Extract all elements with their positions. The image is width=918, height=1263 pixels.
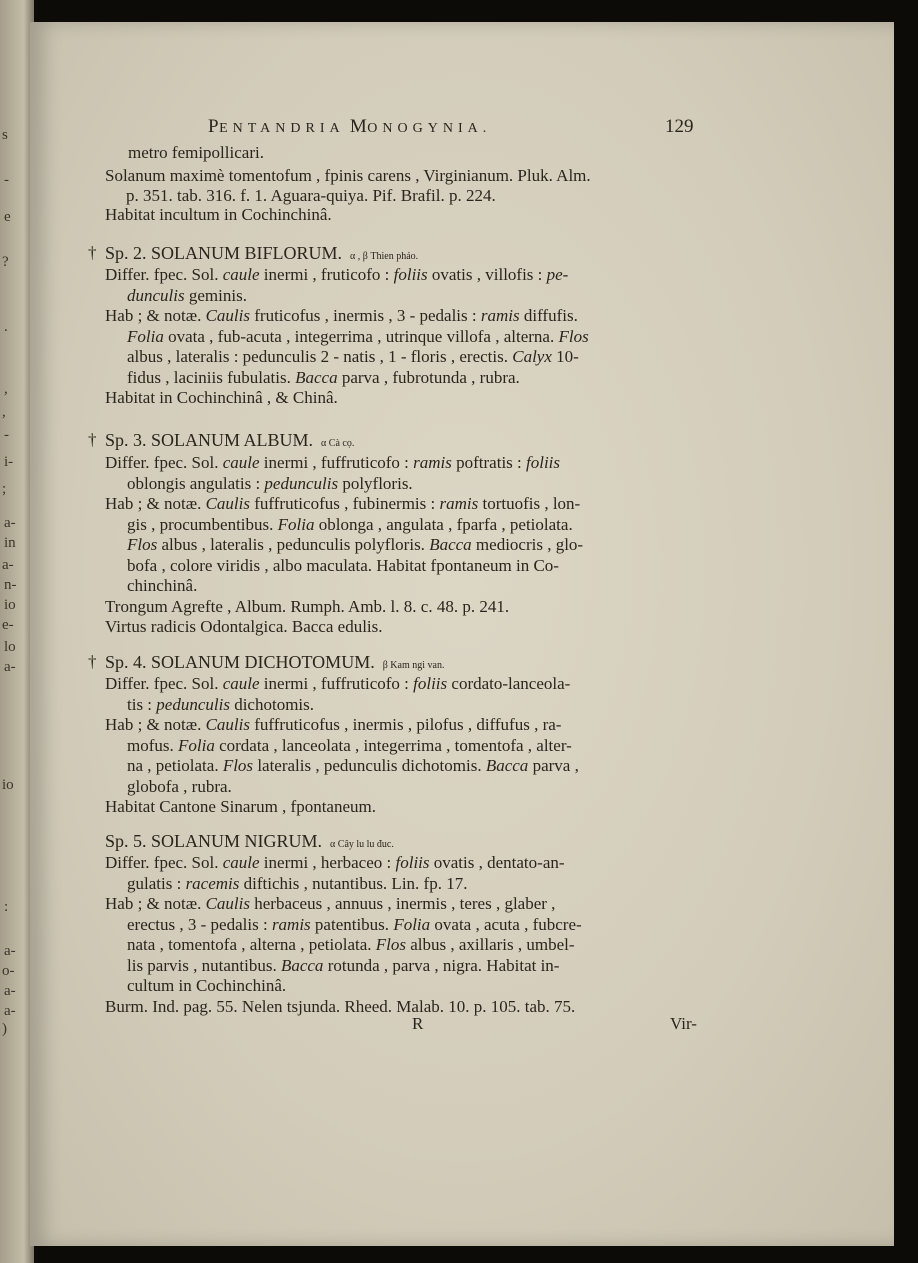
- text-run: mediocris , glo-: [471, 535, 584, 554]
- text-run: gulatis :: [127, 874, 186, 893]
- text-run: Bacca: [280, 956, 324, 975]
- species-text-line: [105, 265, 568, 285]
- species-text-line: [127, 777, 232, 797]
- text-run: Habitat Cantone Sinarum , fpontaneum.: [105, 797, 376, 816]
- text-run: Folia: [393, 915, 431, 934]
- text-run: oblonga , angulata , fparfa , petiolata.: [314, 515, 573, 534]
- text-run: dichotomis.: [229, 695, 315, 714]
- text-run: Hab ; & notæ.: [105, 715, 206, 734]
- text-run: 10-: [551, 347, 579, 366]
- fragment-glyph: a-: [4, 943, 16, 959]
- text-line: metro femipollicari.: [128, 143, 264, 162]
- species-heading: Sp. 4. SOLANUM DICHOTOMUM. β Kam ngi van.: [105, 652, 445, 672]
- dagger-mark: †: [88, 430, 97, 449]
- species-text-line: [127, 515, 573, 535]
- text-run: foliis: [526, 453, 561, 472]
- vernacular-name: α , β Thien pháo.: [350, 251, 419, 262]
- fragment-glyph: ,: [2, 404, 6, 420]
- text-run: cordato-lanceola-: [447, 674, 571, 693]
- vernacular-name: α Cà cọ.: [321, 438, 355, 449]
- text-run: pedunculis: [156, 695, 230, 714]
- fragment-glyph: o-: [2, 963, 15, 979]
- species-text-line: [105, 617, 383, 637]
- fragment-glyph: a-: [4, 1003, 16, 1019]
- species-text-line: [105, 894, 555, 914]
- text-run: Folia: [178, 736, 215, 755]
- text-run: Bacca: [485, 756, 529, 775]
- text-run: chinchinâ.: [127, 576, 198, 595]
- text-line: Habitat incultum in Cochinchinâ.: [105, 205, 332, 224]
- species-text-line: [105, 853, 565, 873]
- species-text-line: [105, 797, 376, 817]
- fragment-glyph: -: [4, 172, 9, 188]
- text-run: gis , procumbentibus.: [127, 515, 278, 534]
- species-text-line: [127, 695, 314, 715]
- text-run: patentibus.: [310, 915, 394, 934]
- text-run: Caulis: [205, 715, 250, 734]
- fragment-glyph: lo: [4, 639, 16, 655]
- text-run: ovatis , dentato-an-: [429, 853, 565, 872]
- running-header: PENTANDRIA MONOGYNIA.: [208, 116, 492, 137]
- text-run: Flos: [375, 935, 406, 954]
- text-run: foliis: [395, 853, 430, 872]
- text-run: Differ. fpec. Sol.: [105, 265, 223, 284]
- page-number: 129: [665, 116, 694, 137]
- fragment-glyph: e: [4, 209, 11, 225]
- species-heading: Sp. 5. SOLANUM NIGRUM. α Cây lu lu đuc.: [105, 831, 394, 851]
- text-run: Folia: [127, 327, 164, 346]
- species-text-line: [127, 576, 197, 596]
- text-run: albus , lateralis , pedunculis polyfloris.: [157, 535, 430, 554]
- dagger-mark: †: [88, 652, 97, 671]
- species-text-line: [127, 976, 286, 996]
- text-run: ramis: [413, 453, 452, 472]
- species-text-line: [105, 388, 338, 408]
- dagger-mark: †: [88, 243, 97, 262]
- text-run: parva ,: [528, 756, 579, 775]
- fragment-glyph: a-: [2, 557, 14, 573]
- species-heading: Sp. 3. SOLANUM ALBUM. α Cà cọ.: [105, 430, 355, 450]
- fragment-glyph: io: [2, 777, 14, 793]
- text-run: caule: [222, 853, 260, 872]
- text-run: nata , tomentofa , alterna , petiolata.: [127, 935, 376, 954]
- text-run: geminis.: [184, 286, 247, 305]
- text-run: Differ. fpec. Sol.: [105, 674, 223, 693]
- text-run: Flos: [127, 535, 158, 554]
- text-run: dunculis: [127, 286, 185, 305]
- text-run: Caulis: [205, 306, 250, 325]
- text-run: lateralis , pedunculis dichotomis.: [253, 756, 486, 775]
- species-text-line: [127, 556, 559, 576]
- text-run: Calyx: [512, 347, 552, 366]
- text-run: fruticofus , inermis , 3 - pedalis :: [250, 306, 481, 325]
- text-run: ovata , fub-acuta , integerrima , utrinque villofa , alterna.: [163, 327, 559, 346]
- text-run: oblongis angulatis :: [127, 474, 265, 493]
- text-run: cultum in Cochinchinâ.: [127, 976, 287, 995]
- text-run: mofus.: [127, 736, 178, 755]
- text-run: inermi , fuffruticofo :: [259, 453, 414, 472]
- fragment-glyph: ;: [2, 481, 7, 497]
- species-text-line: [105, 453, 560, 473]
- text-run: ramis: [271, 915, 311, 934]
- fragment-glyph: in: [4, 535, 16, 551]
- text-run: Burm. Ind. pag. 55. Nelen tsjunda. Rheed. Malab. 10. p. 105. tab. 75.: [105, 997, 576, 1016]
- text-run: caule: [222, 453, 260, 472]
- species-text-line: [127, 736, 572, 756]
- text-run: Habitat in Cochinchinâ , & Chinâ.: [105, 388, 338, 407]
- fragment-glyph: e-: [2, 617, 14, 633]
- text-run: parva , fubrotunda , rubra.: [337, 368, 520, 387]
- text-run: foliis: [413, 674, 448, 693]
- text-run: Hab ; & notæ.: [105, 494, 206, 513]
- fragment-glyph: a-: [4, 515, 16, 531]
- text-run: albus , lateralis : pedunculis 2 - natis , 1 - floris , erectis.: [127, 347, 513, 366]
- fragment-glyph: ?: [2, 254, 9, 270]
- text-run: ramis: [480, 306, 520, 325]
- text-run: Flos: [558, 327, 589, 346]
- text-run: fuffruticofus , inermis , pilofus , diffufus , ra-: [250, 715, 562, 734]
- vernacular-name: β Kam ngi van.: [382, 660, 445, 671]
- fragment-glyph: i-: [4, 454, 14, 470]
- text-run: Bacca: [429, 535, 472, 554]
- text-run: ramis: [439, 494, 479, 513]
- fragment-glyph: :: [4, 899, 9, 915]
- vernacular-name: α Cây lu lu đuc.: [330, 839, 394, 850]
- species-text-line: [127, 874, 467, 894]
- text-run: pe-: [546, 265, 569, 284]
- species-text-line: [127, 915, 582, 935]
- text-run: diftichis , nutantibus. Lin. fp. 17.: [239, 874, 468, 893]
- text-run: tortuofis , lon-: [478, 494, 581, 513]
- species-text-line: [127, 935, 575, 955]
- text-run: caule: [222, 265, 260, 284]
- fragment-glyph: s: [2, 127, 8, 143]
- text-run: rotunda , parva , nigra. Habitat in-: [323, 956, 560, 975]
- text-run: erectus , 3 - pedalis :: [127, 915, 272, 934]
- text-run: cordata , lanceolata , integerrima , tomentofa , alter-: [214, 736, 572, 755]
- fragment-glyph: ): [2, 1021, 7, 1037]
- fragment-glyph: ,: [4, 381, 8, 397]
- text-line: Solanum maximè tomentofum , fpinis carens , Virginianum. Pluk. Alm.: [105, 166, 591, 185]
- fragment-glyph: a-: [4, 983, 16, 999]
- text-run: Bacca: [295, 368, 338, 387]
- species-text-line: [105, 597, 509, 617]
- text-run: na , petiolata.: [127, 756, 223, 775]
- text-run: Virtus radicis Odontalgica. Bacca edulis.: [105, 617, 383, 636]
- text-run: Flos: [222, 756, 254, 775]
- fragment-glyph: .: [4, 319, 8, 335]
- text-run: inermi , fuffruticofo :: [259, 674, 414, 693]
- text-run: ovata , acuta , fubcre-: [430, 915, 582, 934]
- text-run: racemis: [185, 874, 240, 893]
- fragment-glyph: a-: [4, 659, 16, 675]
- text-run: Differ. fpec. Sol.: [105, 453, 223, 472]
- species-text-line: [127, 327, 589, 347]
- fragment-glyph: io: [4, 597, 16, 613]
- species-text-line: [127, 535, 583, 555]
- species-text-line: [127, 286, 247, 306]
- text-run: fuffruticofus , fubinermis :: [250, 494, 440, 513]
- fragment-glyph: -: [4, 427, 9, 443]
- species-text-line: [105, 715, 561, 735]
- text-run: Hab ; & notæ.: [105, 894, 206, 913]
- text-run: pedunculis: [264, 474, 339, 493]
- text-run: diffufis.: [519, 306, 578, 325]
- text-run: inermi , fruticofo :: [259, 265, 394, 284]
- text-run: poftratis :: [451, 453, 527, 472]
- text-run: fidus , laciniis fubulatis.: [127, 368, 296, 387]
- text-run: Caulis: [205, 494, 250, 513]
- text-run: foliis: [393, 265, 428, 284]
- text-run: herbaceus , annuus , inermis , teres , glaber ,: [250, 894, 556, 913]
- text-run: inermi , herbaceo :: [259, 853, 396, 872]
- fragment-glyph: n-: [4, 577, 17, 593]
- text-run: caule: [222, 674, 260, 693]
- text-run: Caulis: [205, 894, 250, 913]
- species-text-line: [127, 956, 559, 976]
- species-text-line: [127, 347, 579, 367]
- species-text-line: [127, 474, 413, 494]
- text-run: globofa , rubra.: [127, 777, 232, 796]
- text-run: Differ. fpec. Sol.: [105, 853, 223, 872]
- catchword: Vir-: [670, 1014, 697, 1033]
- text-run: ovatis , villofis :: [427, 265, 547, 284]
- text-run: tis :: [127, 695, 157, 714]
- species-text-line: [105, 306, 578, 326]
- text-run: bofa , colore viridis , albo maculata. Habitat fpontaneum in Co-: [127, 556, 559, 575]
- text-run: Hab ; & notæ.: [105, 306, 206, 325]
- text-run: lis parvis , nutantibus.: [127, 956, 281, 975]
- text-run: Folia: [277, 515, 315, 534]
- text-line: p. 351. tab. 316. f. 1. Aguara-quiya. Pif. Brafil. p. 224.: [126, 186, 496, 205]
- text-run: albus , axillaris , umbel-: [406, 935, 575, 954]
- text-run: polyfloris.: [338, 474, 413, 493]
- species-text-line: [127, 368, 520, 388]
- species-heading: Sp. 2. SOLANUM BIFLORUM. α , β Thien pháo.: [105, 243, 419, 263]
- species-text-line: [127, 756, 579, 776]
- signature-mark: R: [412, 1014, 424, 1033]
- species-text-line: [105, 674, 570, 694]
- text-run: Trongum Agrefte , Album. Rumph. Amb. l. 8. c. 48. p. 241.: [105, 597, 510, 616]
- species-text-line: [105, 494, 580, 514]
- species-text-line: [105, 997, 575, 1017]
